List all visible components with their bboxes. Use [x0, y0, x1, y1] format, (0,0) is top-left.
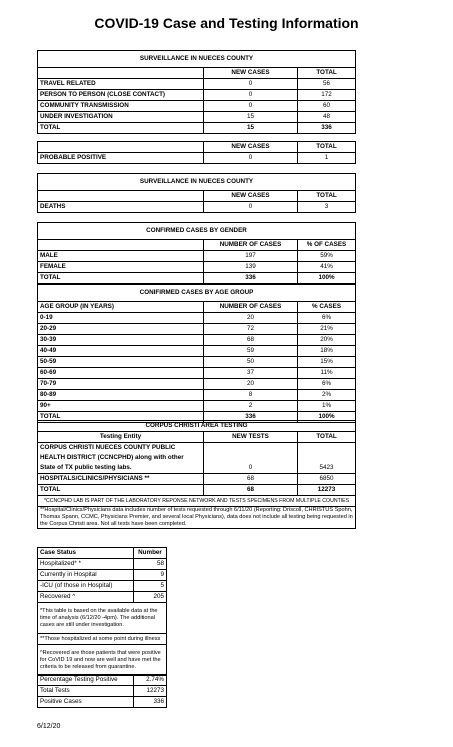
gender-table	[37, 222, 356, 284]
table-row	[38, 675, 167, 686]
table-row	[38, 432, 356, 443]
status-note-1: *This table is based on the available data at the time of analysis (6/12/20 -4pm). The additional cases are still under investigation.	[38, 603, 167, 634]
table-cell	[38, 68, 204, 79]
table-cell: 15	[204, 123, 298, 134]
table-row	[38, 335, 356, 346]
summary-table	[37, 674, 167, 708]
table-row	[38, 592, 167, 603]
table-cell: TOTAL	[298, 432, 356, 443]
table-row	[38, 686, 167, 697]
table-cell: 68	[204, 335, 298, 346]
table-row	[38, 346, 356, 357]
table-cell: DEATHS	[38, 202, 204, 213]
table-cell: 100%	[298, 412, 356, 423]
case-status-table	[37, 547, 167, 676]
table-cell: TOTAL	[38, 412, 204, 423]
table-cell: -ICU (of those in Hospital)	[38, 581, 134, 592]
table-cell: Currently in Hospital	[38, 570, 134, 581]
table-cell: 12273	[298, 485, 356, 496]
table-cell: PROBABLE POSITIVE	[38, 153, 204, 164]
table-row	[38, 240, 356, 251]
table-cell: 21%	[298, 324, 356, 335]
table-row	[38, 474, 356, 485]
table-cell: 0	[204, 79, 298, 90]
table-row	[38, 302, 356, 313]
table-cell: 40-49	[38, 346, 204, 357]
table-cell	[204, 453, 298, 463]
table-cell: 90+	[38, 401, 204, 412]
table-row	[38, 174, 356, 191]
table-cell: TOTAL	[38, 485, 204, 496]
table-cell: 15%	[298, 357, 356, 368]
table-row	[38, 68, 356, 79]
table-row	[38, 223, 356, 240]
table-cell: 11%	[298, 368, 356, 379]
table-row	[38, 496, 356, 507]
total-row	[38, 123, 356, 134]
table-cell: 59%	[298, 251, 356, 262]
table-cell: 72	[204, 324, 298, 335]
table-row	[38, 581, 167, 592]
table-cell: Number	[134, 548, 167, 559]
table-row	[38, 112, 356, 123]
table-row	[38, 262, 356, 273]
table-cell: 197	[204, 251, 298, 262]
table-cell: 0	[204, 153, 298, 164]
table-cell: 172	[298, 90, 356, 101]
table-cell: % OF CASES	[298, 240, 356, 251]
status-note-3: ^Recovered are those patients that were positive for CoVID 19 and now are well and have met the criteria to be released from quarantine.	[38, 645, 167, 676]
table-cell: 15	[204, 112, 298, 123]
table-cell: 6850	[298, 474, 356, 485]
table-cell: HOSPITALS/CLINICS/PHYSICIANS **	[38, 474, 204, 485]
table-cell: 6%	[298, 313, 356, 324]
table-row	[38, 142, 356, 153]
surveillance-table	[37, 50, 356, 134]
table-cell: 18%	[298, 346, 356, 357]
col-total: TOTAL	[298, 68, 356, 79]
table-row	[38, 559, 167, 570]
table-cell	[298, 453, 356, 463]
table-cell: 70-79	[38, 379, 204, 390]
table-cell	[38, 142, 204, 153]
table-cell: 12273	[134, 686, 167, 697]
table-cell: State of TX public testing labs.	[38, 463, 204, 474]
table-cell: Hospitalized* *	[38, 559, 134, 570]
testing-table	[37, 420, 356, 529]
table-cell: 50-59	[38, 357, 204, 368]
table-cell: Testing Entity	[38, 432, 204, 443]
table-cell: AGE GROUP (IN YEARS)	[38, 302, 204, 313]
table-cell	[204, 443, 298, 454]
table-cell: TOTAL	[298, 191, 356, 202]
table-row	[38, 645, 167, 676]
table-cell: FEMALE	[38, 262, 204, 273]
table-row	[38, 548, 167, 559]
table-row	[38, 421, 356, 432]
table-cell: 2.74%	[134, 675, 167, 686]
table-row	[38, 603, 167, 634]
table-row	[38, 313, 356, 324]
table-row	[38, 368, 356, 379]
table-cell: 336	[204, 412, 298, 423]
table-row	[38, 79, 356, 90]
table-cell: 336	[298, 123, 356, 134]
table-cell: CONFIRMED CASES BY GENDER	[38, 223, 356, 240]
table-cell: 37	[204, 368, 298, 379]
table-cell: 58	[134, 559, 167, 570]
table-cell	[298, 443, 356, 454]
total-row	[38, 273, 356, 284]
col-new-cases: NEW CASES	[204, 68, 298, 79]
table-cell: % CASES	[298, 302, 356, 313]
table-cell: Recovered ^	[38, 592, 134, 603]
table-cell: 8	[204, 390, 298, 401]
table-cell: PERSON TO PERSON (CLOSE CONTACT)	[38, 90, 204, 101]
page-title: COVID-19 Case and Testing Information	[94, 15, 359, 31]
table-row	[38, 51, 356, 68]
table-row	[38, 285, 356, 302]
testing-note-1: *CCNCPHD LAB IS PART OF THE LABORATORY REPONSE NETWORK AND TESTS SPECIMENS FROM MULTIPLE COUNTIES	[38, 496, 356, 507]
table-row	[38, 453, 356, 463]
status-note-2: **Those hospitalized at some point during illness	[38, 634, 167, 645]
table-cell: 139	[204, 262, 298, 273]
table-cell: 100%	[298, 273, 356, 284]
table-cell: Percentage Testing Positive	[38, 675, 134, 686]
table-row	[38, 634, 167, 645]
surveillance-heading: SURVEILLANCE IN NUECES COUNTY	[38, 51, 356, 68]
table-cell: 205	[134, 592, 167, 603]
testing-note-2: **Hospital/Clinics/Physicians data includes number of tests requested through 6/11/20 (Reporting: Driscoll, CHRISTUS Spohn, Thomas Spann, CCMC, Physicians Premier, and several local Physicians), data does not include all testing being requested in the Corpus Christi area. Not all tests have been completed.	[38, 507, 356, 529]
table-row	[38, 324, 356, 335]
table-row	[38, 101, 356, 112]
table-cell: UNDER INVESTIGATION	[38, 112, 204, 123]
table-cell: 2%	[298, 390, 356, 401]
table-cell: CORPUS CHRISTI NUECES COUNTY PUBLIC	[38, 443, 204, 454]
table-cell: 1	[298, 153, 356, 164]
table-cell: 0	[204, 101, 298, 112]
table-cell: 80-89	[38, 390, 204, 401]
table-row	[38, 697, 167, 708]
deaths-table	[37, 173, 356, 213]
table-cell: 5	[134, 581, 167, 592]
table-cell: 9	[134, 570, 167, 581]
table-cell: 6%	[298, 379, 356, 390]
table-cell: 56	[298, 79, 356, 90]
table-cell: COMMUNITY TRANSMISSION	[38, 101, 204, 112]
table-row	[38, 191, 356, 202]
table-cell: NUMBER OF CASES	[204, 240, 298, 251]
probable-table	[37, 141, 356, 164]
table-cell: NEW CASES	[204, 191, 298, 202]
table-cell: TOTAL	[38, 273, 204, 284]
table-row	[38, 463, 356, 474]
table-row	[38, 401, 356, 412]
table-cell: 0-19	[38, 313, 204, 324]
table-cell: 50	[204, 357, 298, 368]
table-cell: 20	[204, 313, 298, 324]
table-cell: CONIFIRMED CASES BY AGE GROUP	[38, 285, 356, 302]
table-cell: TOTAL	[38, 123, 204, 134]
table-cell: 5423	[298, 463, 356, 474]
report-date: 6/12/20	[37, 723, 61, 730]
table-cell: TRAVEL RELATED	[38, 79, 204, 90]
table-cell: NEW TESTS	[204, 432, 298, 443]
total-row	[38, 485, 356, 496]
table-cell: Positive Cases	[38, 697, 134, 708]
table-cell: 1%	[298, 401, 356, 412]
table-cell	[38, 240, 204, 251]
table-cell: 3	[298, 202, 356, 213]
table-row	[38, 90, 356, 101]
table-row	[38, 390, 356, 401]
table-cell: Total Tests	[38, 686, 134, 697]
table-cell: 0	[204, 90, 298, 101]
table-cell: CORPUS CHRISTI AREA TESTING	[38, 421, 356, 432]
table-cell: HEALTH DISTRICT (CCNCPHD) along with other	[38, 453, 204, 463]
table-cell: 68	[204, 485, 298, 496]
table-cell: 0	[204, 202, 298, 213]
table-cell: 68	[204, 474, 298, 485]
table-cell: 336	[134, 697, 167, 708]
table-cell: 30-39	[38, 335, 204, 346]
table-cell: MALE	[38, 251, 204, 262]
table-cell: 59	[204, 346, 298, 357]
table-row	[38, 570, 167, 581]
table-row	[38, 153, 356, 164]
table-cell: 20-29	[38, 324, 204, 335]
table-cell	[38, 191, 204, 202]
table-row	[38, 379, 356, 390]
table-cell: 0	[204, 463, 298, 474]
table-row	[38, 357, 356, 368]
table-cell: 20%	[298, 335, 356, 346]
table-cell: 60-69	[38, 368, 204, 379]
table-row	[38, 443, 356, 454]
table-row	[38, 251, 356, 262]
table-cell: 20	[204, 379, 298, 390]
table-cell: Case Status	[38, 548, 134, 559]
table-row	[38, 507, 356, 529]
age-table	[37, 284, 356, 423]
table-cell: NEW CASES	[204, 142, 298, 153]
table-cell: 48	[298, 112, 356, 123]
table-cell: 2	[204, 401, 298, 412]
table-cell: NUMBER OF CASES	[204, 302, 298, 313]
table-cell: SURVEILLANCE IN NUECES COUNTY	[38, 174, 356, 191]
table-cell: 336	[204, 273, 298, 284]
table-row	[38, 202, 356, 213]
table-cell: 60	[298, 101, 356, 112]
table-cell: TOTAL	[298, 142, 356, 153]
table-cell: 41%	[298, 262, 356, 273]
